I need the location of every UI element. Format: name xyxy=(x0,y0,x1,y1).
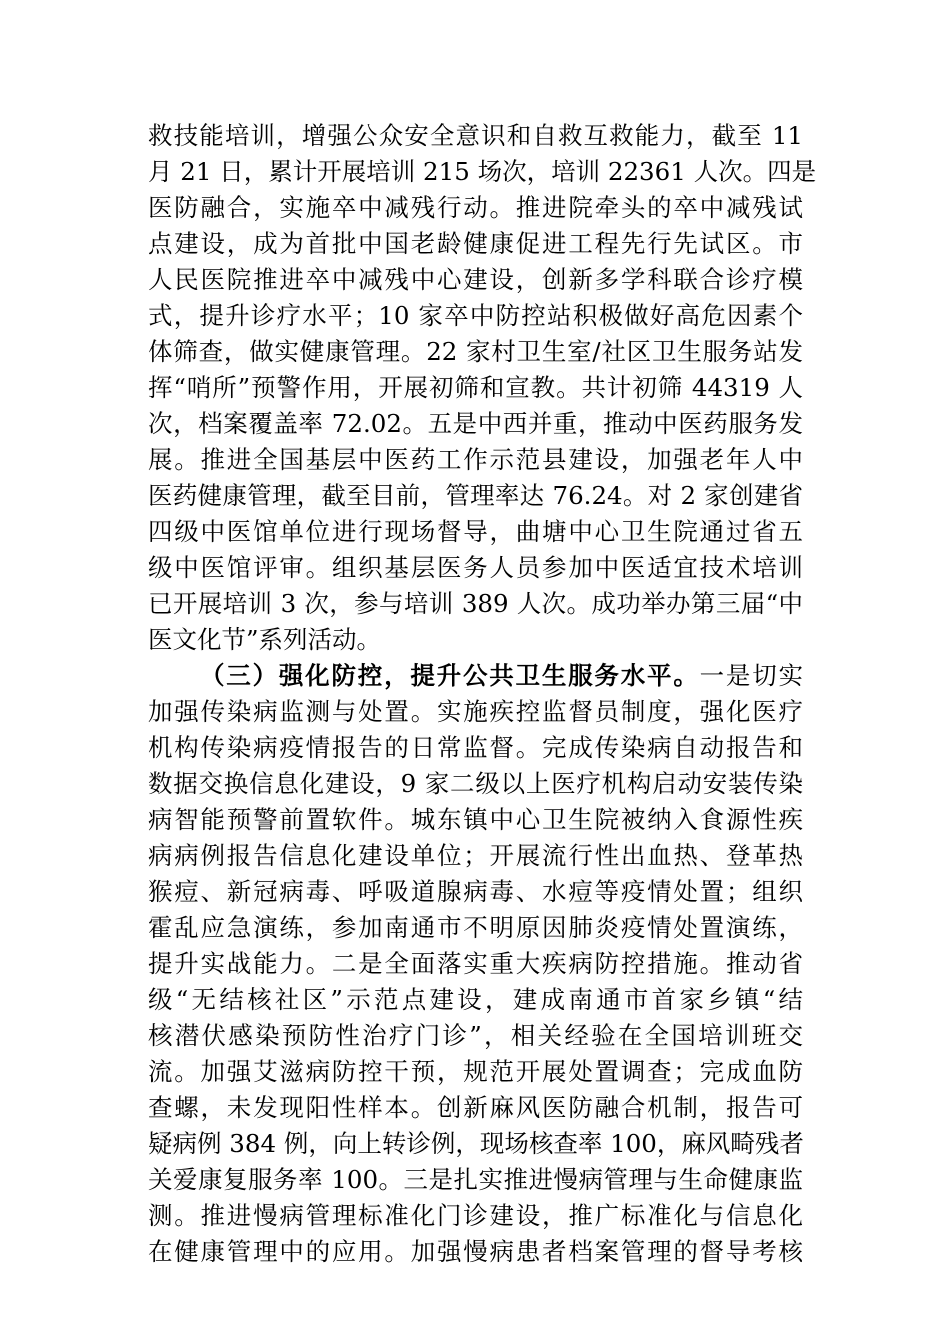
section-first-line-text: 一是切实 xyxy=(699,661,804,690)
paragraph-line: 展。推进全国基层中医药工作示范县建设，加强老年人中 xyxy=(148,445,803,474)
paragraph-line: 体筛查，做实健康管理。22 家村卫生室/社区卫生服务站发 xyxy=(148,337,803,366)
paragraph-line: 月 21 日，累计开展培训 215 场次，培训 22361 人次。四是 xyxy=(148,157,817,186)
paragraph-line: 关爱康复服务率 100。三是扎实推进慢病管理与生命健康监 xyxy=(148,1165,803,1194)
paragraph-line: 已开展培训 3 次，参与培训 389 人次。成功举办第三届“中 xyxy=(148,589,803,618)
paragraph-line: 流。加强艾滋病防控干预，规范开展处置调查；完成血防 xyxy=(148,1057,803,1086)
paragraph-line: 在健康管理中的应用。加强慢病患者档案管理的督导考核 xyxy=(148,1237,803,1266)
paragraph-line: 医防融合，实施卒中减残行动。推进院牵头的卒中减残试 xyxy=(148,193,803,222)
paragraph-line: 核潜伏感染预防性治疗门诊”，相关经验在全国培训班交 xyxy=(148,1021,803,1050)
paragraph-line: 霍乱应急演练，参加南通市不明原因肺炎疫情处置演练， xyxy=(148,913,803,942)
section-first-line xyxy=(200,658,803,694)
paragraph-line: 四级中医馆单位进行现场督导，曲塘中心卫生院通过省五 xyxy=(148,517,803,546)
section-heading: （三）强化防控，提升公共卫生服务水平。 xyxy=(200,661,700,690)
paragraph-line: 人民医院推进卒中减残中心建设，创新多学科联合诊疗模 xyxy=(148,265,803,294)
paragraph-line: 次，档案覆盖率 72.02。五是中西并重，推动中医药服务发 xyxy=(148,409,803,438)
paragraph-line: 挥“哨所”预警作用，开展初筛和宣教。共计初筛 44319 人 xyxy=(148,373,803,402)
paragraph-line: 病智能预警前置软件。城东镇中心卫生院被纳入食源性疾 xyxy=(148,805,803,834)
paragraph-line: 救技能培训，增强公众安全意识和自救互救能力，截至 11 xyxy=(148,121,803,150)
paragraph-line: 式，提升诊疗水平；10 家卒中防控站积极做好高危因素个 xyxy=(148,301,803,330)
paragraph-line: 数据交换信息化建设，9 家二级以上医疗机构启动安装传染 xyxy=(148,769,803,798)
paragraph-line: 点建设，成为首批中国老龄健康促进工程先行先试区。市 xyxy=(148,229,803,258)
paragraph-line: 级“无结核社区”示范点建设，建成南通市首家乡镇“结 xyxy=(148,985,803,1014)
paragraph-line: 测。推进慢病管理标准化门诊建设，推广标准化与信息化 xyxy=(148,1201,803,1230)
paragraph-line: 加强传染病监测与处置。实施疾控监督员制度，强化医疗 xyxy=(148,697,803,726)
paragraph-line: 机构传染病疫情报告的日常监督。完成传染病自动报告和 xyxy=(148,733,803,762)
paragraph-line: 查螺，未发现阳性样本。创新麻风医防融合机制，报告可 xyxy=(148,1093,803,1122)
paragraph-line: 疑病例 384 例，向上转诊例，现场核查率 100，麻风畸残者 xyxy=(148,1129,804,1158)
paragraph-line: 提升实战能力。二是全面落实重大疾病防控措施。推动省 xyxy=(148,949,803,978)
paragraph-line: 病病例报告信息化建设单位；开展流行性出血热、登革热 xyxy=(148,841,803,870)
paragraph-line: 医药健康管理，截至目前，管理率达 76.24。对 2 家创建省 xyxy=(148,481,803,510)
paragraph-line: 猴痘、新冠病毒、呼吸道腺病毒、水痘等疫情处置；组织 xyxy=(148,877,803,906)
paragraph-line: 级中医馆评审。组织基层医务人员参加中医适宜技术培训 xyxy=(148,553,803,582)
paragraph-line: 医文化节”系列活动。 xyxy=(148,625,382,654)
